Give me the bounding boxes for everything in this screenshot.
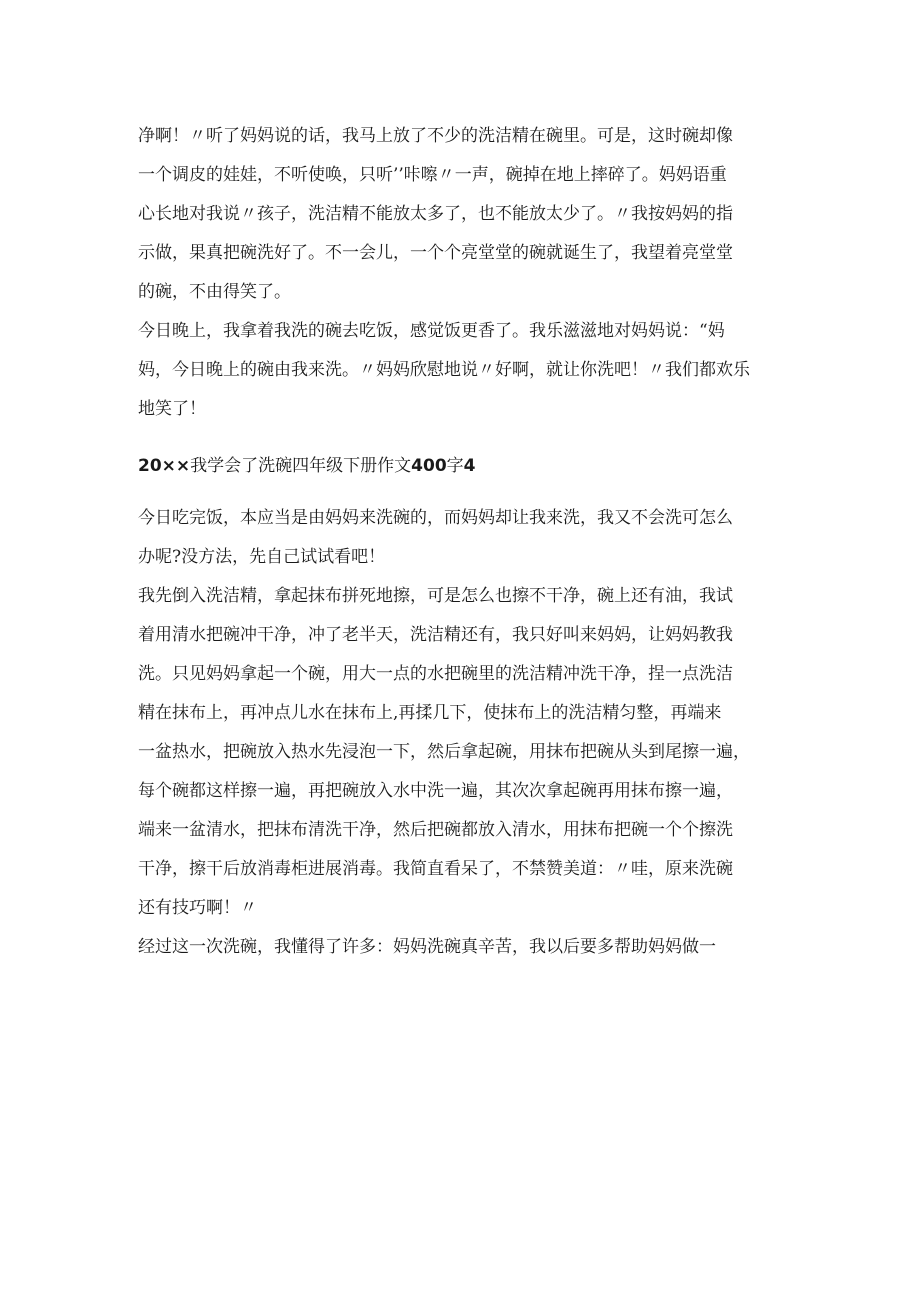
paragraph-2 [138, 312, 788, 429]
heading-prefix: 20×× [138, 456, 191, 476]
text-line: 心长地对我说〃孩子，洗洁精不能放太多了，也不能放太少了。〃我按妈妈的指 [138, 204, 733, 224]
paragraph-3 [138, 499, 788, 577]
text-line: 经过这一次洗碗，我懂得了许多：妈妈洗碗真辛苦，我以后要多帮助妈妈做一 [138, 937, 716, 957]
text-line: 一盆热水，把碗放入热水先浸泡一下，然后拿起碗，用抹布把碗从头到尾擦一遍， [138, 742, 750, 762]
heading-count: 400 [411, 456, 447, 476]
heading-unit: 字 [446, 456, 464, 476]
text-line: 今日吃完饭，本应当是由妈妈来洗碗的，而妈妈却让我来洗，我又不会洗可怎么 [138, 508, 733, 528]
text-line: 端来一盆清水，把抹布清洗干净，然后把碗都放入清水，用抹布把碗一个个擦洗 [138, 820, 733, 840]
text-line: 洗。只见妈妈拿起一个碗，用大一点的水把碗里的洗洁精冲洗干净，挰一点洗洁 [138, 664, 733, 684]
text-line: 地笑了！ [138, 399, 206, 419]
text-line: 的碗，不由得笑了。 [138, 282, 291, 302]
text-line: 每个碗都这样擦一遍，再把碗放入水中洗一遍，其次次拿起碗再用抹布擦一遍， [138, 781, 733, 801]
paragraph-4 [138, 577, 788, 928]
text-line: 办呢?没方法，先自己试试看吧！ [138, 547, 386, 567]
text-line: 我先倒入洗洁精，拿起抹布拼死地擦，可是怎么也擦不干净，碗上还有油，我试 [138, 586, 733, 606]
text-line: 着用清水把碗冲干净，冲了老半天，洗洁精还有，我只好叫来妈妈，让妈妈教我 [138, 625, 733, 645]
text-line: 妈，今日晚上的碗由我来洗。〃妈妈欣慰地说〃好啊，就让你洗吧！〃我们都欢乐 [138, 360, 750, 380]
paragraph-5 [138, 928, 788, 967]
heading-index: 4 [463, 456, 476, 476]
text-line: 今日晚上，我拿着我洗的碗去吃饭，感觉饭更香了。我乐滋滋地对妈妈说：“妈 [138, 321, 725, 341]
paragraph-1 [138, 117, 788, 312]
text-line: 精在抹布上，再冲点儿水在抹布上,再揉几下，使抹布上的洗洁精匀整，再端来 [138, 703, 722, 723]
heading-title: 我学会了洗碗四年级下册作文 [190, 456, 412, 476]
text-line: 干净，擦干后放消毒柜进展消毒。我简直看呆了，不禁赞美道：〃哇，原来洗碗 [138, 859, 733, 879]
text-line: 一个调皮的娃娃，不听使唤，只听’’咔嚓〃一声，碗掉在地上摔碎了。妈妈语重 [138, 165, 727, 185]
document-body [138, 117, 788, 967]
text-line: 示做，果真把碗洗好了。不一会儿，一个个亮堂堂的碗就诞生了，我望着亮堂堂 [138, 243, 733, 263]
text-line: 还有技巧啊！〃 [138, 898, 257, 918]
text-line: 净啊！〃听了妈妈说的话，我马上放了不少的洗洁精在碗里。可是，这时碗却像 [138, 126, 733, 146]
section-heading [138, 447, 788, 499]
